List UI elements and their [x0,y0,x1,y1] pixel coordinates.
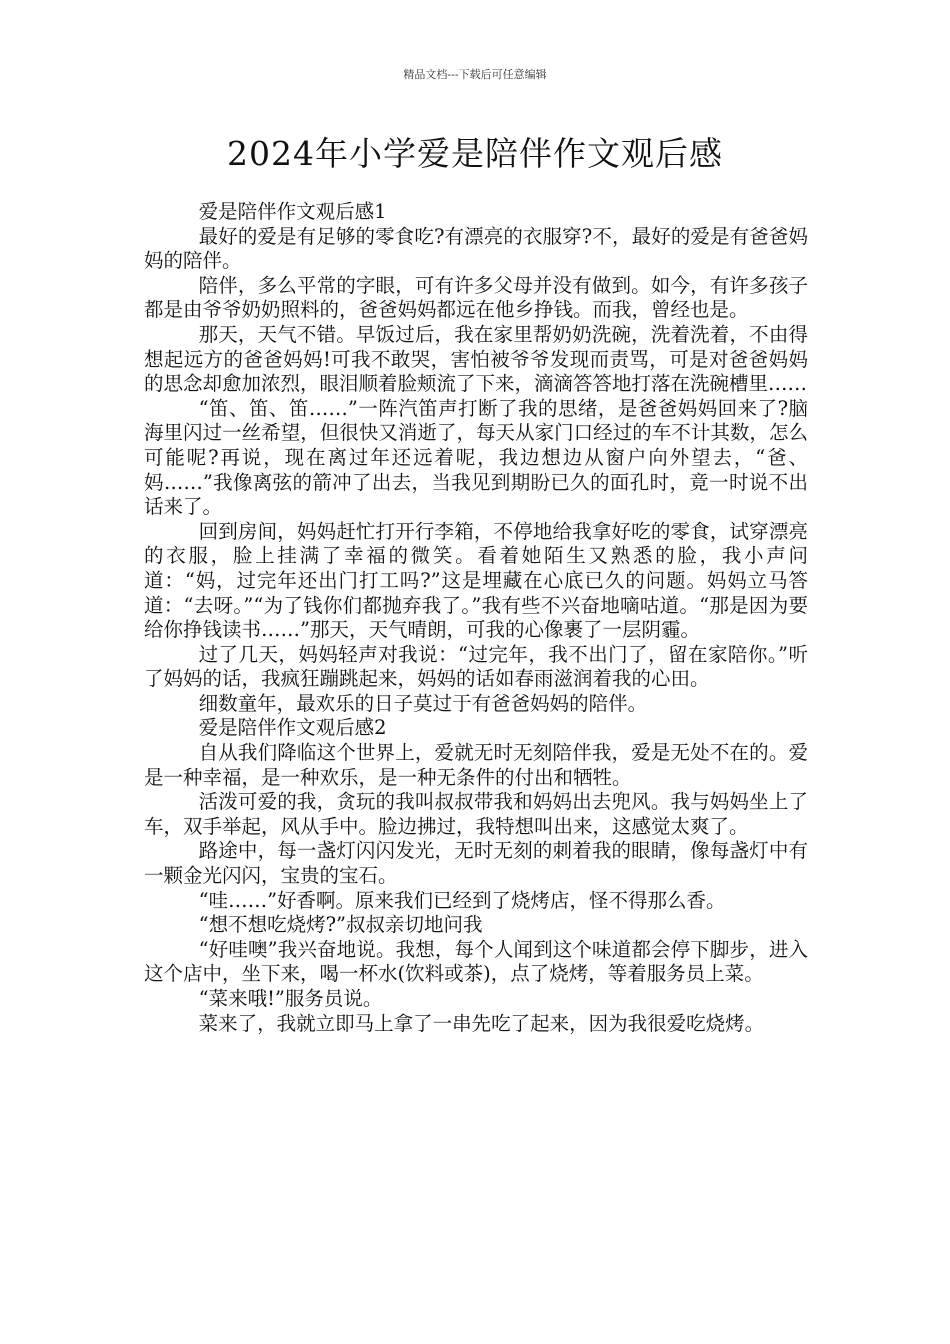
paragraph: 细数童年，最欢乐的日子莫过于有爸爸妈妈的陪伴。 [198,691,648,715]
paragraph: 菜来了，我就立即马上拿了一串先吃了起来，因为我很爱吃烧烤。 [198,1011,765,1035]
paragraph: “笛、笛、笛……”一阵汽笛声打断了我的思绪，是爸爸妈妈回来了?脑海里闪过一丝希望，但很快又消逝了，每天从家门口经过的车不计其数，怎么可能呢?再说，现在离过年还远着呢，我边想边从窗户向外望去，“爸、妈……”我像离弦的箭冲了出去，当我见到期盼已久的面孔时，竟一时说不出话来了。 [144,396,808,519]
paragraph: “菜来哦!”服务员说。 [198,987,383,1010]
document-body [144,200,808,1036]
paragraph: “好哇噢”我兴奋地说。我想，每个人闻到这个味道都会停下脚步，进入这个店中，坐下来，喝一杯水(饮料或茶)，点了烧烤，等着服务员上菜。 [144,937,808,986]
paragraph: 活泼可爱的我，贪玩的我叫叔叔带我和妈妈出去兜风。我与妈妈坐上了车，双手举起，风从手中。脸边拂过，我特想叫出来，这感觉太爽了。 [144,790,808,838]
paragraph: “哇……”好香啊。原来我们已经到了烧烤店，怪不得那么香。 [198,888,726,912]
paragraph: 过了几天，妈妈轻声对我说：“过完年，我不出门了，留在家陪你。”听了妈妈的话，我疯狂蹦跳起来，妈妈的话如春雨滋润着我的心田。 [144,642,808,691]
paragraph: 爱是陪伴作文观后感2 [198,716,387,740]
paragraph: 陪伴，多么平常的字眼，可有许多父母并没有做到。如今，有许多孩子都是由爷爷奶奶照料的，爸爸妈妈都远在他乡挣钱。而我，曾经也是。 [144,273,808,322]
paragraph: “想不想吃烧烤?”叔叔亲切地问我 [198,913,483,937]
paragraph: 最好的爱是有足够的零食吃?有漂亮的衣服穿?不，最好的爱是有爸爸妈妈的陪伴。 [144,224,808,273]
paragraph: 爱是陪伴作文观后感1 [198,200,387,223]
paragraph: 自从我们降临这个世界上，爱就无时无刻陪伴我，爱是无处不在的。爱是一种幸福，是一种欢乐，是一种无条件的付出和牺牲。 [144,741,808,789]
document-title: 2024年小学爱是陪伴作文观后感 [227,134,723,173]
paragraph: 路途中，每一盏灯闪闪发光，无时无刻的刺着我的眼睛，像每盏灯中有一颗金光闪闪，宝贵的宝石。 [144,839,808,888]
header-note: 精品文档---下载后可任意编辑 [403,68,547,81]
paragraph: 那天，天气不错。早饭过后，我在家里帮奶奶洗碗，洗着洗着，不由得想起远方的爸爸妈妈!可我不敢哭，害怕被爷爷发现而责骂，可是对爸爸妈妈的思念却愈加浓烈，眼泪顺着脸颊流了下来，滴滴答答地打落在洗碗槽里…… [144,322,808,396]
paragraph: 回到房间，妈妈赶忙打开行李箱，不停地给我拿好吃的零食，试穿漂亮的衣服，脸上挂满了幸福的微笑。看着她陌生又熟悉的脸，我小声问道：“妈，过完年还出门打工吗?”这是埋藏在心底已久的问题。妈妈立马答道：“去呀。”“为了钱你们都抛弃我了。”我有些不兴奋地嘀咕道。“那是因为要给你挣钱读书……”那天，天气晴朗，可我的心像裹了一层阴霾。 [144,519,808,642]
